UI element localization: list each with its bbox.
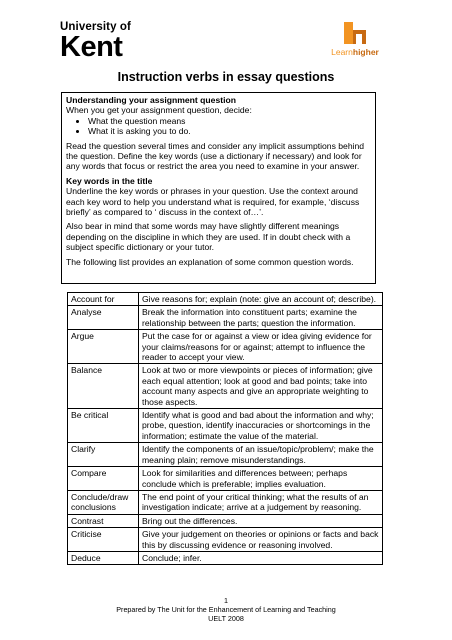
verb-term: Conclude/draw conclusions xyxy=(68,490,139,514)
learnhigher-logo xyxy=(325,22,385,57)
table-row xyxy=(68,551,383,564)
verb-term: Account for xyxy=(68,293,139,306)
verb-definition: Give reasons for; explain (note: give an account of; describe). xyxy=(139,293,383,306)
table-row xyxy=(68,364,383,409)
page-number: 1 xyxy=(224,596,228,605)
table-row xyxy=(68,514,383,527)
verb-term: Analyse xyxy=(68,306,139,330)
paragraph-following-list: The following list provides an explanation of some common question words. xyxy=(66,256,354,267)
heading-key-words: Key words in the title xyxy=(66,175,153,186)
list-item: • What the question means xyxy=(88,116,371,126)
table-row xyxy=(68,528,383,552)
logo-university-of-text: University of xyxy=(60,21,131,33)
verb-definition: Identify the components of an issue/topic/problem/; make the meaning plain; remove misunderstandings. xyxy=(139,443,383,467)
table-row xyxy=(68,330,383,364)
verb-definition: The end point of your critical thinking; what the results of an investigation indicate; arrive at a judgement by reasoning. xyxy=(139,490,383,514)
table-row xyxy=(68,490,383,514)
heading-understanding: Understanding your assignment question xyxy=(66,95,236,105)
verb-term: Clarify xyxy=(68,443,139,467)
logo-kent-text: Kent xyxy=(60,30,123,63)
paragraph-read-question: Read the question several times and consider any implicit assumptions behind the question. Define the key words (use a dictionary if necessary) and look for any words that focus or restrict the area you need to examine in your answer. xyxy=(66,140,365,172)
verb-term: Criticise xyxy=(68,528,139,552)
paragraph-underline: Underline the key words or phrases in your question. Use the context around each key word to help you understand what is required, for example, ‘discuss briefly’ as compared to ‘ discuss in the context of…’. xyxy=(66,186,360,218)
learnhigher-h-icon xyxy=(344,22,366,44)
page-title: Instruction verbs in essay questions xyxy=(117,70,335,84)
verb-term: Compare xyxy=(68,467,139,491)
verb-definition: Conclude; infer. xyxy=(139,551,383,564)
verb-definition: Identify what is good and bad about the information and why; probe, question, identify inaccuracies or shortcomings in the information; estimate the value of the material. xyxy=(139,409,383,443)
logo-learn-text: Learn xyxy=(331,47,353,57)
table-row xyxy=(68,293,383,306)
verb-definition: Break the information into constituent parts; examine the relationship between the parts; question the information. xyxy=(139,306,383,330)
instruction-verbs-table xyxy=(67,292,383,565)
paragraph-discipline: Also bear in mind that some words may have slightly different meanings depending on the discipline in which they are used. If in doubt check with a subject specific dictionary or your tutor. xyxy=(66,221,351,253)
verb-term: Be critical xyxy=(68,409,139,443)
verb-term: Balance xyxy=(68,364,139,409)
footer-uelt: UELT 2008 xyxy=(208,614,244,624)
verb-definition: Give your judgement on theories or opinions or facts and back this by discussing evidence or reasoning involved. xyxy=(139,528,383,552)
logo-higher-text: higher xyxy=(352,47,379,57)
verb-definition: Put the case for or against a view or idea giving evidence for your claims/reasons for or against; attempt to influence the reader to accept your view. xyxy=(139,330,383,364)
learnhigher-wordmark xyxy=(325,47,385,57)
verb-term: Argue xyxy=(68,330,139,364)
page-footer xyxy=(0,596,452,624)
verb-definition: Look at two or more viewpoints or pieces of information; give each equal attention; look at good and bad points; take into account many aspects and give an appropriate weighting to those aspects. xyxy=(139,364,383,409)
decide-list xyxy=(66,116,371,137)
table-row xyxy=(68,467,383,491)
intro-box xyxy=(61,92,376,284)
university-of-kent-logo xyxy=(60,22,131,62)
table-row xyxy=(68,306,383,330)
footer-prepared-by: Prepared by The Unit for the Enhancement of Learning and Teaching xyxy=(116,605,336,615)
verb-definition: Bring out the differences. xyxy=(139,514,383,527)
list-item: • What it is asking you to do. xyxy=(88,126,371,136)
intro-lead: When you get your assignment question, decide: xyxy=(66,105,252,116)
table-row xyxy=(68,409,383,443)
table-row xyxy=(68,443,383,467)
verb-term: Deduce xyxy=(68,551,139,564)
verb-term: Contrast xyxy=(68,514,139,527)
verb-definition: Look for similarities and differences between; perhaps conclude which is preferable; implies evaluation. xyxy=(139,467,383,491)
